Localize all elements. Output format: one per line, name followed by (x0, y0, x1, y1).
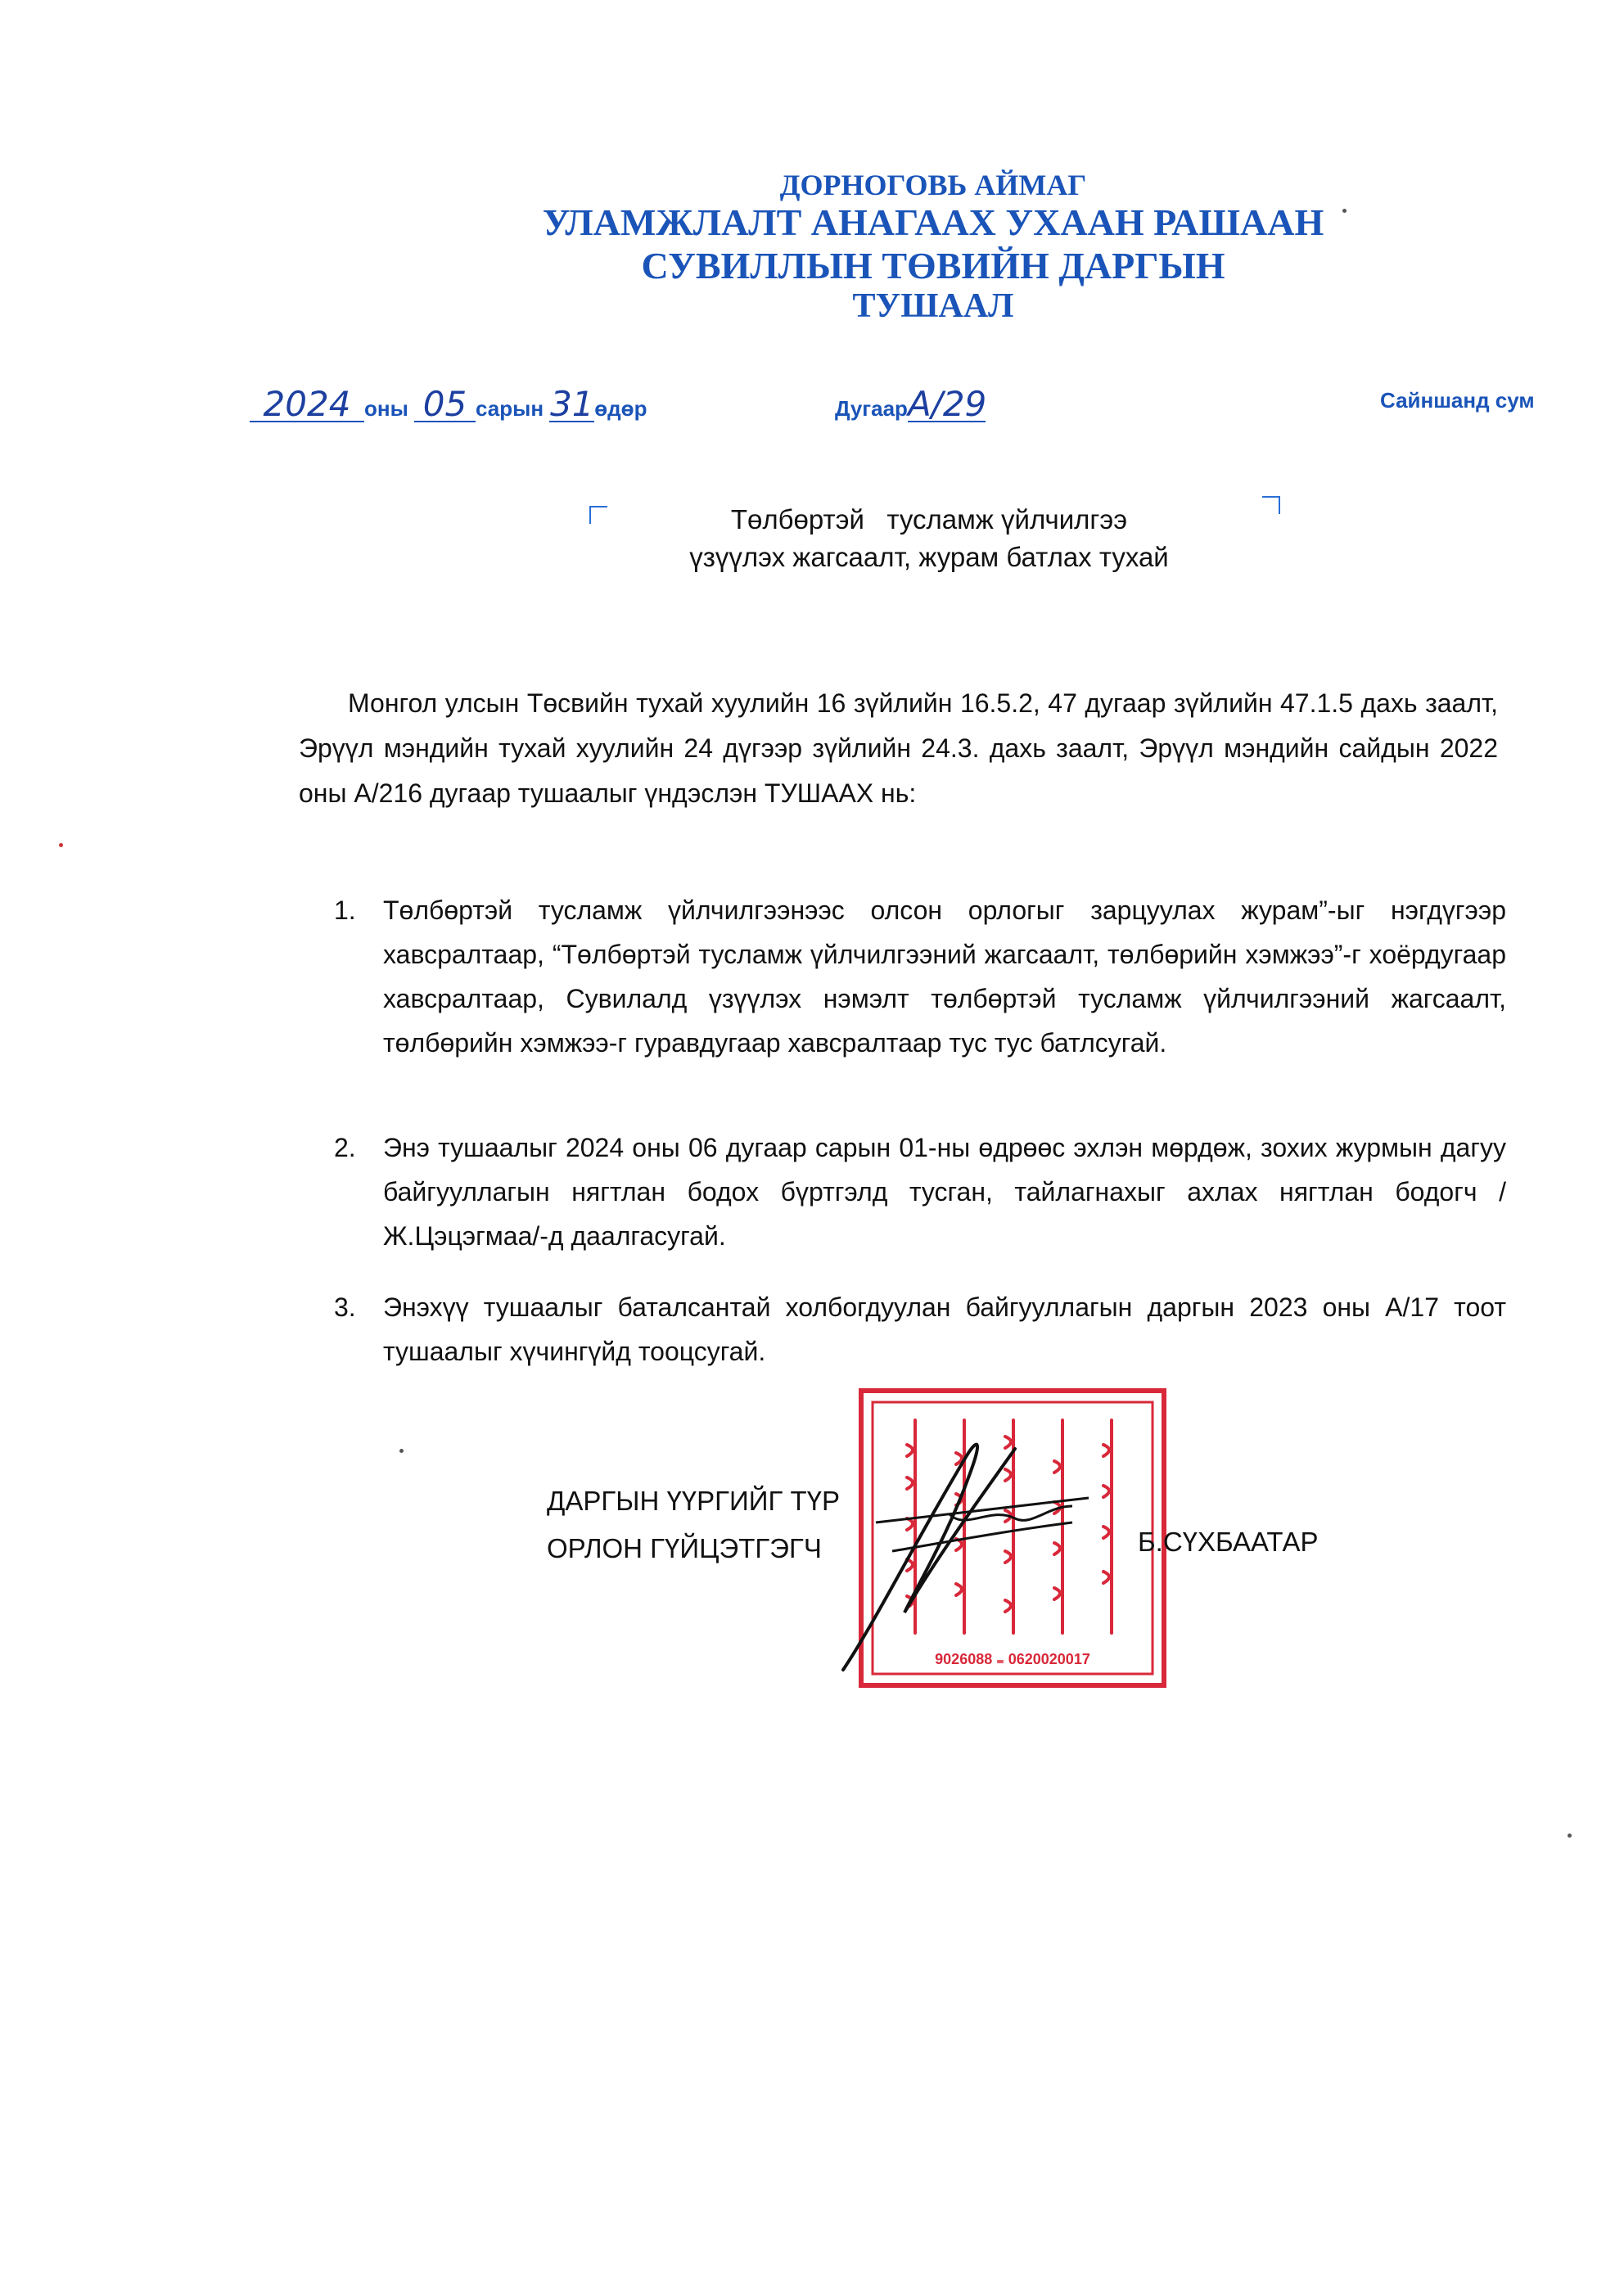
order-number-label: Дугаар (835, 396, 908, 421)
intro-paragraph: Монгол улсын Төсвийн тухай хуулийн 16 зүйлийн 16.5.2, 47 дугаар зүйлийн 47.1.5 дахь заалт, Эрүүл мэндийн тухай хуулийн 24 дүгээр зүйлийн 24.3. дахь заалт, Эрүүл мэндийн сайдын 2022 оны А/216 дугаар тушаалыг үндэслэн ТУШААХ нь: (299, 688, 1498, 808)
list-item-number: 2. (334, 1133, 356, 1162)
list-item (334, 888, 1506, 1065)
signatory-name: Б.СҮХБААТАР (1138, 1527, 1319, 1557)
scan-speck (1342, 209, 1347, 213)
scan-speck (399, 1449, 404, 1453)
order-number-field (835, 384, 987, 424)
list-item-text: Энэ тушаалыг 2024 оны 06 дугаар сарын 01-ны өдрөөс эхлэн мөрдөж, зохих журмын дагуу байгууллагын нягтлан бодох бүртгэлд тусган, тайлагнахыг ахлах нягтлан бодогч /Ж.Цэцэгмаа/-д даалгасугай. (383, 1133, 1506, 1251)
location: Сайншанд сум (1380, 388, 1535, 413)
date-year-label: оны (364, 396, 408, 421)
stamp-register-number: 9026088 ₌ 0620020017 (935, 1651, 1090, 1667)
handwritten-signature (827, 1408, 1097, 1678)
signatory-title-line-2: ОРЛОН ГҮЙЦЭТГЭГЧ (547, 1533, 822, 1563)
list-item (334, 1125, 1506, 1258)
signatory-title-line-1: ДАРГЫН ҮҮРГИЙГ ТҮР (547, 1486, 841, 1516)
header-organization-line1: УЛАМЖЛАЛТ АНАГААХ УХААН РАШААН (542, 201, 1324, 243)
header-organization-line2: СУВИЛЛЫН ТӨВИЙН ДАРГЫН (641, 245, 1225, 286)
date-day-label: өдөр (594, 396, 647, 421)
list-item-number: 1. (334, 895, 356, 925)
subject-line-1: Төлбөртэй тусламж үйлчилгээ (730, 504, 1128, 535)
list-item (334, 1285, 1506, 1374)
list-item-text: Энэхүү тушаалыг баталсантай холбогдуулан байгууллагын даргын 2023 оны А/17 тоот тушаалыг хүчингүйд тооцсугай. (383, 1292, 1506, 1366)
document-type: ТУШААЛ (852, 287, 1014, 325)
list-item-text: Төлбөртэй тусламж үйлчилгээнээс олсон орлогыг зарцуулах журам”-ыг нэгдүгээр хавсралтаар, “Төлбөртэй тусламж үйлчилгээний жагсаалт, төлбөрийн хэмжээ”-г хоёрдугаар хавсралтаар, Сувилалд үзүүлэх нэмэлт төлбөртэй тусламж үйлчилгээний жагсаалт, төлбөрийн хэмжээ-г гуравдугаар хавсралтаар тус тус батлсугай. (383, 895, 1506, 1058)
scan-speck (59, 843, 63, 847)
header-region: ДОРНОГОВЬ АЙМАГ (779, 169, 1087, 201)
subject-line-2: үзүүлэх жагсаалт, журам батлах тухай (689, 542, 1169, 572)
order-number: А/29 (907, 384, 987, 424)
subject-title (557, 501, 1301, 576)
date-month-label: сарын (476, 396, 544, 421)
date-field (250, 384, 647, 424)
list-item-number: 3. (334, 1292, 356, 1322)
date-month: 05 (414, 388, 476, 422)
scan-speck (1568, 1834, 1572, 1838)
date-day: 31 (550, 384, 594, 424)
date-year: 2024 (250, 388, 364, 422)
